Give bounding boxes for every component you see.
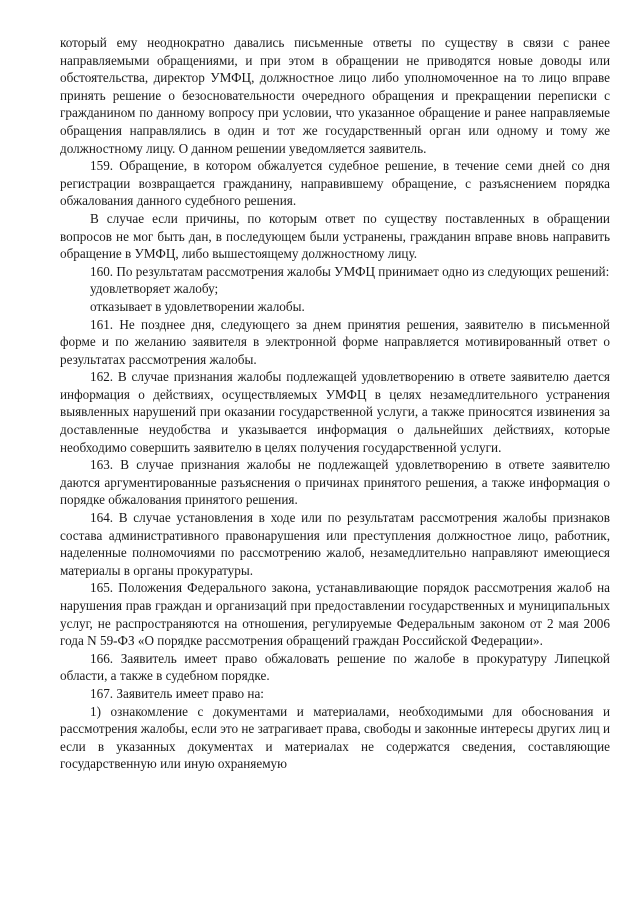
document-page bbox=[60, 34, 610, 773]
paragraph-166: 166. Заявитель имеет право обжаловать решение по жалобе в прокуратуру Липецкой области, а также в судебном порядке. bbox=[60, 650, 610, 684]
paragraph-continuation: который ему неоднократно давались письменные ответы по существу в связи с ранее направляемыми обращениями, и при этом в обращении не приводятся новые доводы или обстоятельства, директор УМФЦ, должностное лицо либо уполномоченное на то лицо вправе принять решение о безосновательности очередного обращения и прекращении переписки с гражданином по данному вопросу при условии, что указанное обращение и ранее направляемые обращения направлялись в один и тот же государственный орган или одному и тому же должностному лицу. О данном решении уведомляется заявитель. bbox=[60, 35, 610, 156]
paragraph-163: 163. В случае признания жалобы не подлежащей удовлетворению в ответе заявителю даются аргументированные разъяснения о причинах принятого решения, а также информация о порядке обжалования принятого решения. bbox=[60, 457, 610, 508]
paragraph-159-note: В случае если причины, по которым ответ по существу поставленных в обращении вопросов не мог быть дан, в последующем были устранены, гражданин вправе вновь направить обращение в УМФЦ, либо вышестоящему должностному лицу. bbox=[60, 210, 610, 262]
paragraph-165: 165. Положения Федерального закона, устанавливающие порядок рассмотрения жалоб на нарушения прав граждан и организаций при предоставлении государственных и муниципальных услуг, не распространяются на отношения, регулируемые Федеральным законом от 2 мая 2006 года N 59-ФЗ «О порядке рассмотрения обращений граждан Российской Федерации». bbox=[60, 580, 610, 649]
paragraph-167-item-1: 1) ознакомление с документами и материалами, необходимыми для обоснования и рассмотрения жалобы, если это не затрагивает права, свободы и законные интересы других лиц и если в указанных документах и материалах не содержатся сведения, составляющие государственную или иную охраняемую bbox=[60, 703, 610, 772]
list-item-satisfy: удовлетворяет жалобу; bbox=[90, 281, 219, 297]
paragraph-164: 164. В случае установления в ходе или по результатам рассмотрения жалобы признаков состава административного правонарушения или преступления должностное лицо, работник, наделенные полномочиями по рассмотрению жалоб, незамедлительно направляют имеющиеся материалы в органы прокуратуры. bbox=[60, 510, 610, 578]
list-item-refuse: отказывает в удовлетворении жалобы. bbox=[90, 298, 305, 314]
paragraph-162: 162. В случае признания жалобы подлежащей удовлетворению в ответе заявителю дается информация о действиях, осуществляемых УМФЦ в целях незамедлительного устранения выявленных нарушений при оказании государственной услуги, а также приносятся извинения за доставленные неудобства и указывается информация о дальнейших действиях, которые необходимо совершить заявителю в целях получения государственной услуги. bbox=[60, 369, 610, 455]
paragraph-159: 159. Обращение, в котором обжалуется судебное решение, в течение семи дней со дня регистрации возвращается гражданину, направившему обращение, с разъяснением порядка обжалования данного судебного решения. bbox=[60, 158, 610, 209]
paragraph-161: 161. Не позднее дня, следующего за днем принятия решения, заявителю в письменной форме и по желанию заявителя в электронной форме направляется мотивированный ответ о результатах рассмотрения жалобы. bbox=[60, 316, 610, 367]
paragraph-167: 167. Заявитель имеет право на: bbox=[90, 685, 264, 701]
paragraph-160: 160. По результатам рассмотрения жалобы УМФЦ принимает одно из следующих решений: bbox=[90, 263, 610, 279]
